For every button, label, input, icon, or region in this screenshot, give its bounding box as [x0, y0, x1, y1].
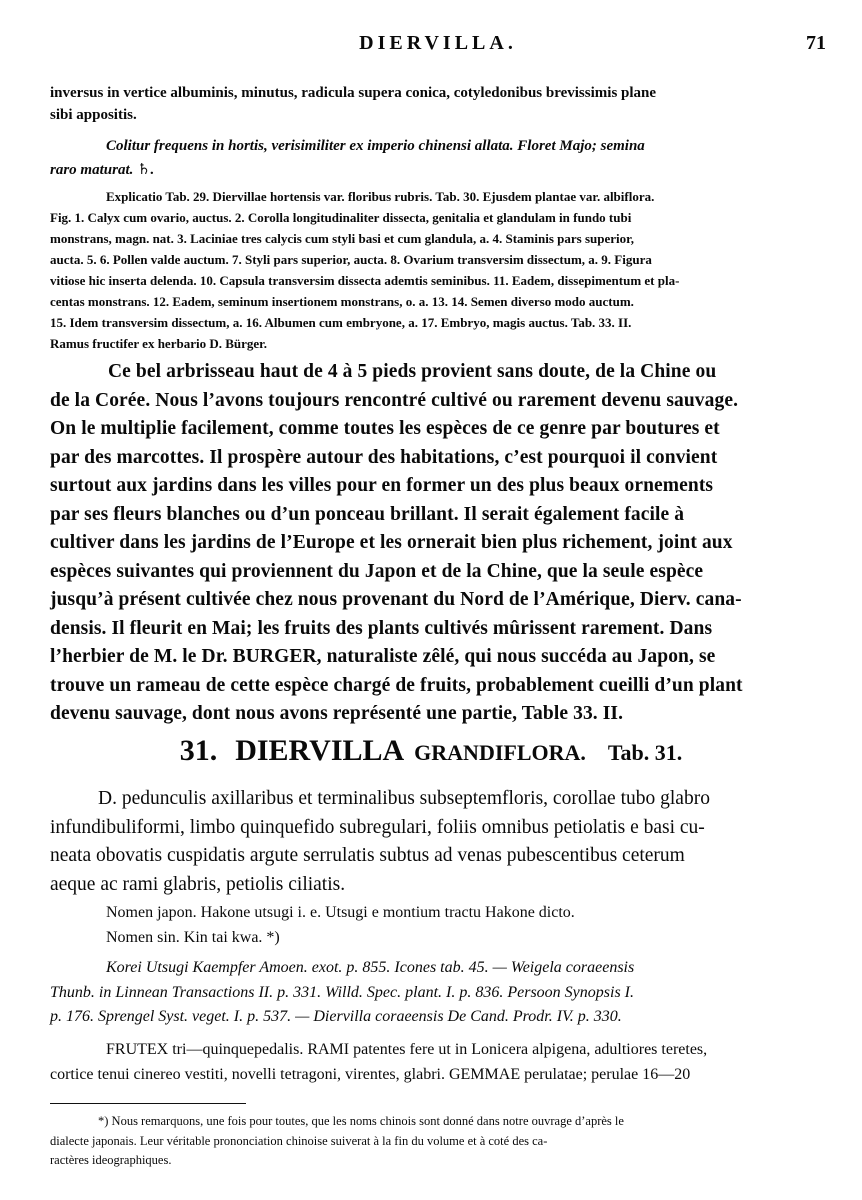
text-line: l’herbier de M. le Dr. BURGER, naturaliste zêlé, qui nous succéda au Japon, se — [50, 646, 716, 667]
continuation-paragraph — [50, 82, 828, 126]
species-number: 31. — [179, 734, 218, 767]
text-line: cultiver dans les jardins de l’Europe et les ornerait bien plus richement, joint aux — [50, 532, 733, 553]
text-line: infundibuliformi, limbo quinquefido subregulari, foliis omnibus petiolatis e basi cu- — [50, 816, 705, 838]
text-line: par ses fleurs blanches ou d’un ponceau brillant. Il serait également facile à — [50, 503, 685, 525]
text-line: ractères ideographiques. — [50, 1153, 172, 1167]
species-plate-ref: Tab. 31. — [607, 740, 683, 765]
footnote — [50, 1112, 830, 1171]
text-line: surtout aux jardins dans les villes pour en former un des plus beaux ornements — [50, 475, 714, 496]
text-line: Thunb. in Linnean Transactions II. p. 331. Willd. Spec. plant. I. p. 836. Persoon Synopsis I. — [50, 983, 634, 1001]
species-epithet: GRANDIFLORA. — [414, 740, 586, 765]
text-line: devenu sauvage, dont nous avons représenté une partie, Table 33. II. — [50, 703, 624, 724]
text-line: raro maturat. ♄. — [50, 162, 155, 178]
text-line: dialecte japonais. Leur véritable prononciation chinoise suiverat à la fin du volume et à coté des ca- — [50, 1133, 548, 1148]
text-line: 15. Idem transversim dissectum, a. 16. Albumen cum embryone, a. 17. Embryo, magis auctus. Tab. 33. II. — [50, 315, 632, 330]
text-line: Fig. 1. Calyx cum ovario, auctus. 2. Corolla longitudinaliter dissecta, genitalia et glandulam in fundo tubi — [50, 210, 632, 225]
french-description — [50, 358, 828, 729]
latin-diagnosis — [50, 785, 828, 899]
text-line: sibi appositis. — [50, 107, 137, 123]
text-line: de la Corée. Nous l’avons toujours rencontré cultivé ou rarement devenu sauvage. — [50, 389, 739, 411]
text-line: espèces suivantes qui proviennent du Japon et de la Chine, que la seule espèce — [50, 560, 704, 582]
text-line: D. pedunculis axillaribus et terminalibus subseptemfloris, corollae tubo glabro — [98, 788, 710, 809]
text-line: Ramus fructifer ex herbario D. Bürger. — [50, 336, 267, 351]
text-line: trouve un rameau de cette espèce chargé de fruits, probablement cueilli d’un plant — [50, 674, 743, 696]
text-line: centas monstrans. 12. Eadem, seminum insertionem monstrans, o. a. 13. 14. Semen diverso modo auctum. — [50, 294, 634, 309]
text-line: neata obovatis cuspidatis argute serrulatis subtus ad venas pubescentibus ceterum — [50, 845, 685, 866]
vernacular-names — [106, 900, 806, 950]
references — [50, 956, 828, 1030]
text-line: Ce bel arbrisseau haut de 4 à 5 pieds provient sans doute, de la Chine ou — [108, 361, 717, 382]
text-line: jusqu’à présent cultivée chez nous provenant du Nord de l’Amérique, Dierv. cana- — [50, 589, 742, 610]
text-line: cortice tenui cinereo vestiti, novelli tetragoni, virentes, glabri. GEMMAE perulatae; perulae 16—20 — [50, 1065, 691, 1083]
text-line: inversus in vertice albuminis, minutus, radicula supera conica, cotyledonibus brevissimis plane — [50, 85, 657, 101]
text-line: aucta. 5. 6. Pollen valde auctum. 7. Styli pars superior, aucta. 8. Ovarium transversim dissectum, a. 9. Figura — [50, 252, 652, 267]
text-line: monstrans, magn. nat. 3. Laciniae tres calycis cum styli basi et cum glandula, a. 4. Staminis pars superior, — [50, 231, 634, 246]
text-line: aeque ac rami glabris, petiolis ciliatis. — [50, 873, 346, 895]
species-genus: DIERVILLA — [235, 734, 405, 767]
text-line: p. 176. Sprengel Syst. veget. I. p. 537. — Diervilla coraeensis De Cand. Prodr. IV. p. 330. — [50, 1008, 622, 1025]
plate-explanation — [50, 186, 828, 354]
text-line: Colitur frequens in hortis, verisimiliter ex imperio chinensi allata. Floret Majo; semina — [106, 138, 645, 154]
japanese-name: Nomen japon. Hakone utsugi i. e. Utsugi e montium tractu Hakone dicto. — [106, 904, 575, 921]
cultivation-note — [50, 134, 830, 182]
text-line: On le multiplie facilement, comme toutes les espèces de ce genre par boutures et — [50, 418, 720, 439]
text-line: densis. Il fleurit en Mai; les fruits des plants cultivés mûrissent rarement. Dans — [50, 617, 713, 639]
text-line: vitiose hic inserta delenda. 10. Capsula transversim dissecta ademtis seminibus. 11. Eadem, dissepimentum et pla- — [50, 273, 680, 288]
page-number: 71 — [806, 32, 826, 54]
running-head — [50, 30, 826, 58]
footnote-rule — [50, 1103, 246, 1104]
morphological-description — [50, 1038, 828, 1087]
chinese-name: Nomen sin. Kin tai kwa. *) — [106, 929, 280, 946]
species-heading — [0, 734, 862, 768]
text-line: FRUTEX tri—quinquepedalis. RAMI patentes fere ut in Lonicera alpigena, adultiores teretes, — [106, 1041, 708, 1058]
text-line: Explicatio Tab. 29. Diervillae hortensis var. floribus rubris. Tab. 30. Ejusdem plantae var. albiflora. — [106, 189, 655, 204]
text-line: par des marcottes. Il prospère autour des habitations, c’est pourquoi il convient — [50, 446, 718, 468]
text-line: Korei Utsugi Kaempfer Amoen. exot. p. 855. Icones tab. 45. — Weigela coraeensis — [106, 959, 635, 976]
text-line: *) Nous remarquons, une fois pour toutes, que les noms chinois sont donné dans notre ouvrage d’après le — [98, 1114, 624, 1128]
running-title: DIERVILLA. — [359, 32, 517, 54]
